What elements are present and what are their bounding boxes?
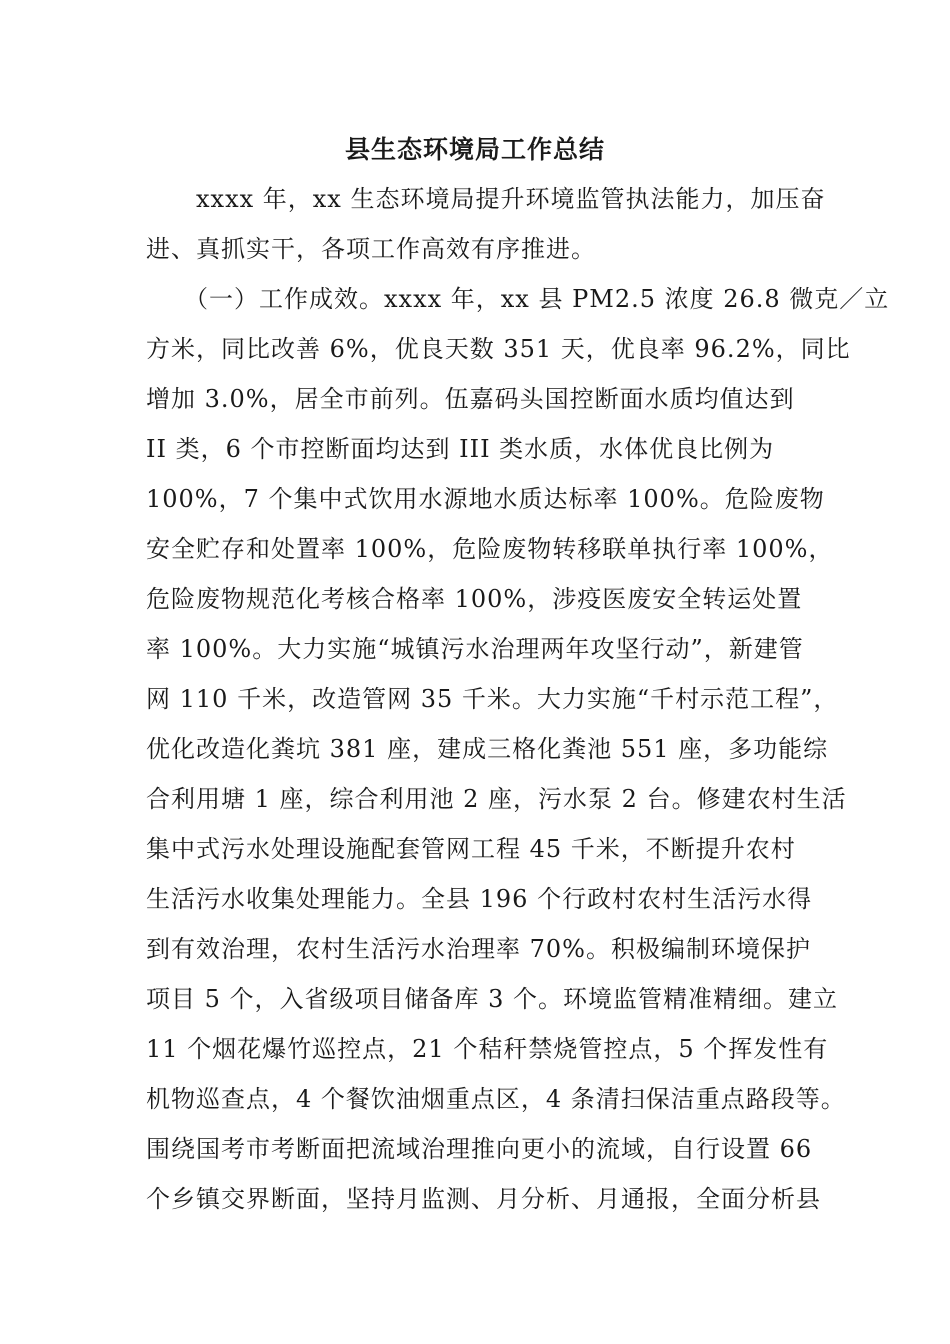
paragraph-line: 安全贮存和处置率 100%，危险废物转移联单执行率 100%， [146,535,834,563]
paragraph-line: 率 100%。大力实施“城镇污水治理两年攻坚行动”，新建管 [146,635,804,663]
paragraph-line: 增加 3.0%，居全市前列。伍嘉码头国控断面水质均值达到 [146,385,795,413]
paragraph-line: 围绕国考市考断面把流域治理推向更小的流域，自行设置 66 [146,1135,813,1163]
paragraph-line: 危险废物规范化考核合格率 100%，涉疫医废安全转运处置 [146,585,803,613]
paragraph-line: 11 个烟花爆竹巡控点，21 个秸秆禁烧管控点，5 个挥发性有 [146,1035,829,1063]
paragraph-line: 优化改造化粪坑 381 座，建成三格化粪池 551 座，多功能综 [146,735,829,763]
paragraph-line: 网 110 千米，改造管网 35 千米。大力实施“千村示范工程”， [146,685,839,713]
paragraph-line: 到有效治理，农村生活污水治理率 70%。积极编制环境保护 [146,935,811,963]
paragraph-line: II 类，6 个市控断面均达到 III 类水质，水体优良比例为 [146,435,775,463]
paragraph-line: （一）工作成效。xxxx 年，xx 县 PM2.5 浓度 26.8 微克／立 [146,285,890,313]
paragraph-line: 100%，7 个集中式饮用水源地水质达标率 100%。危险废物 [146,485,825,513]
paragraph-line: 合利用塘 1 座，综合利用池 2 座，污水泵 2 台。修建农村生活 [146,785,847,813]
paragraph-line: 项目 5 个，入省级项目储备库 3 个。环境监管精准精细。建立 [146,985,839,1013]
paragraph-line: 进、真抓实干，各项工作高效有序推进。 [146,235,596,263]
paragraph-line: 个乡镇交界断面，坚持月监测、月分析、月通报，全面分析县 [146,1185,821,1213]
paragraph-line: 生活污水收集处理能力。全县 196 个行政村农村生活污水得 [146,885,813,913]
paragraph-line: 方米，同比改善 6%，优良天数 351 天，优良率 96.2%，同比 [146,335,851,363]
paragraph-line: 集中式污水处理设施配套管网工程 45 千米，不断提升农村 [146,835,796,863]
document-title: 县生态环境局工作总结 [344,135,605,164]
paragraph-line: 机物巡查点，4 个餐饮油烟重点区，4 条清扫保洁重点路段等。 [146,1085,846,1113]
paragraph-line: xxxx 年，xx 生态环境局提升环境监管执法能力，加压奋 [146,185,826,213]
